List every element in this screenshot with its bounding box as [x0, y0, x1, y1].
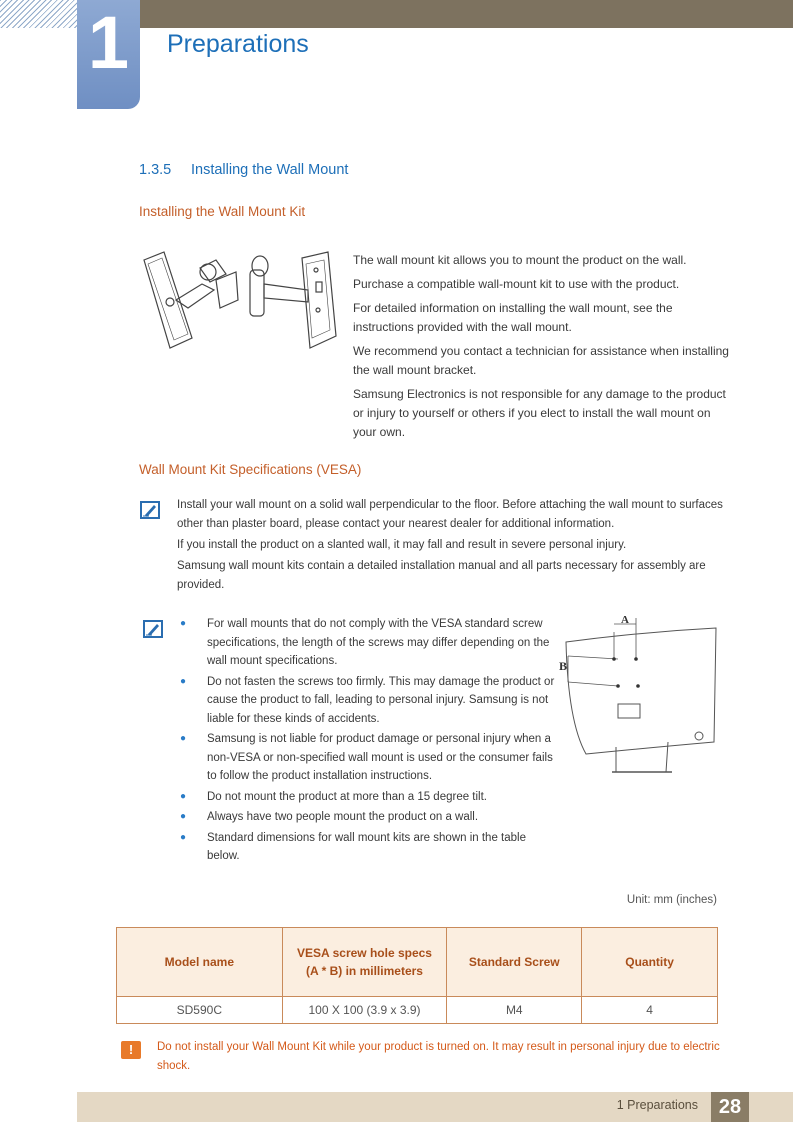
diagram-label-a: A [621, 614, 629, 626]
list-item: ● Do not fasten the screws too firmly. This may damage the product or cause the product to fall, leading to personal injury. Samsung is not liable for these kinds of accidents. [180, 673, 555, 729]
bullet-icon: ● [180, 831, 187, 843]
bullet-icon: ● [180, 733, 187, 744]
kit-description [353, 251, 733, 447]
kit-paragraph: We recommend you contact a technician for assistance when installing the wall mount bracket. [353, 344, 729, 377]
table-cell: SD590C [117, 997, 283, 1024]
table-header-row [117, 928, 718, 997]
chapter-title: Preparations [167, 30, 309, 58]
bullet-icon: ● [180, 675, 187, 687]
warning-text: Do not install your Wall Mount Kit while your product is turned on. It may result in personal injury due to electric shock. [157, 1041, 720, 1072]
bullet-icon: ● [180, 618, 187, 629]
list-item: ● Always have two people mount the product on a wall. [180, 808, 555, 827]
note-icon [143, 620, 163, 638]
table-cell: 100 X 100 (3.9 x 3.9) [282, 997, 447, 1024]
wall-mount-kit-illustration [140, 250, 340, 360]
diagram-label-b: B [559, 659, 568, 673]
bullet-icon: ● [180, 811, 187, 822]
vesa-spec-table [116, 927, 718, 1024]
list-item: ● Do not mount the product at more than a 15 degree tilt. [180, 788, 555, 807]
list-item: ● For wall mounts that do not comply with the VESA standard screw specifications, the length of the screws may differ depending on the wall mount specifications. [180, 615, 555, 671]
table-header-cell: Standard Screw [447, 928, 582, 997]
specs-note [177, 496, 747, 597]
chapter-tab [77, 0, 140, 109]
table-header-cell: Model name [117, 928, 283, 997]
specs-heading: Wall Mount Kit Specifications (VESA) [139, 462, 362, 477]
section-number: 1.3.5 [139, 162, 172, 178]
note-icon [140, 501, 160, 519]
note-paragraph: Samsung wall mount kits contain a detailed installation manual and all parts necessary for assembly are provided. [177, 560, 706, 591]
page-number: 28 [711, 1092, 749, 1122]
note-paragraph: Install your wall mount on a solid wall perpendicular to the floor. Before attaching the wall mount to surfaces other than plaster board, please contact your nearest dealer for additional information. [177, 499, 723, 530]
kit-paragraph: Purchase a compatible wall-mount kit to use with the product. [353, 277, 680, 291]
footer-chapter-label: 1 Preparations [616, 1098, 698, 1112]
specs-bullet-list [180, 615, 555, 868]
header-bar [140, 0, 793, 28]
section-heading [139, 162, 348, 178]
table-cell: 4 [582, 997, 718, 1024]
chapter-number: 1 [87, 1, 130, 84]
table-cell: M4 [447, 997, 582, 1024]
table-header-cell: Quantity [582, 928, 718, 997]
table-header-cell: VESA screw hole specs (A * B) in millimeters [282, 928, 447, 997]
unit-note: Unit: mm (inches) [626, 894, 717, 906]
kit-paragraph: For detailed information on installing the wall mount, see the instructions provided with the wall mount. [353, 301, 673, 334]
note-paragraph: If you install the product on a slanted wall, it may fall and result in severe personal injury. [177, 539, 627, 551]
list-item: ● Samsung is not liable for product damage or personal injury when a non-VESA or non-specified wall mount is used or the consumer fails to follow the product installation instructions. [180, 730, 555, 786]
warning-icon: ! [121, 1041, 141, 1059]
list-item: ● Standard dimensions for wall mount kits are shown in the table below. [180, 829, 555, 866]
kit-paragraph: Samsung Electronics is not responsible for any damage to the product or injury to yourself or others if you elect to install the wall mount on your own. [353, 387, 726, 439]
header-hatch-decoration [0, 0, 77, 28]
kit-heading: Installing the Wall Mount Kit [139, 204, 306, 219]
vesa-monitor-diagram [556, 612, 722, 778]
bullet-icon: ● [180, 790, 187, 802]
table-row [117, 997, 718, 1024]
kit-paragraph: The wall mount kit allows you to mount the product on the wall. [353, 253, 687, 267]
section-title: Installing the Wall Mount [191, 162, 349, 178]
